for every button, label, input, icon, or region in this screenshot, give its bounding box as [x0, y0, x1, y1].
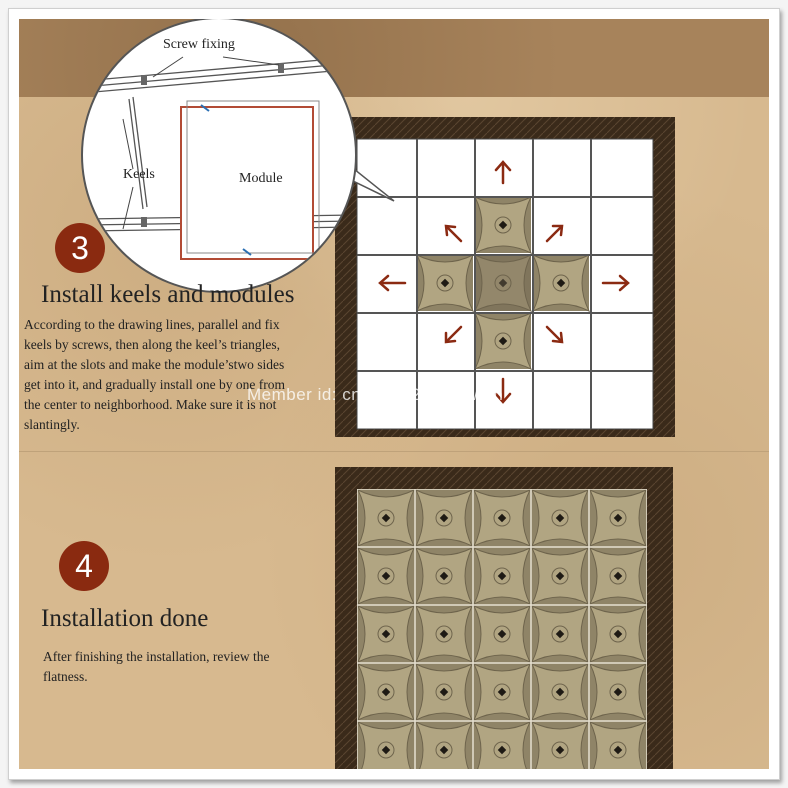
screw-fixing-label: Screw fixing	[163, 37, 235, 52]
completed-installation-diagram	[335, 467, 673, 769]
step-4-title: Installation done	[41, 605, 209, 632]
description-line: get into it, and gradually install one by one from	[24, 377, 285, 392]
installed-tile	[533, 255, 589, 311]
description-line: keels by screws, then along the keel’s triangles,	[24, 337, 281, 352]
description-line: After finishing the installation, review the	[43, 649, 270, 664]
module-label: Module	[239, 171, 283, 186]
description-line: the center to neighborhood. Make sure it is not	[24, 397, 277, 412]
section-divider	[19, 451, 769, 452]
installed-tile	[417, 255, 473, 311]
step-3-title: Install keels and modules	[41, 281, 295, 308]
step-4-description	[43, 647, 333, 687]
step-4-badge: 4	[59, 541, 109, 591]
watermark: Member id: cn1519221419awnn	[247, 385, 504, 404]
detail-magnifier	[81, 19, 357, 293]
description-line: aim at the slots and make the module’stwo sides	[24, 357, 285, 372]
installed-tile	[475, 197, 531, 253]
description-line: slantingly.	[24, 417, 80, 432]
step-3-badge: 3	[55, 223, 105, 273]
installed-tile	[475, 313, 531, 369]
installed-panels	[357, 489, 647, 769]
keels-label: Keels	[123, 167, 155, 182]
instruction-sheet	[19, 19, 769, 769]
step-3-description	[24, 315, 364, 435]
description-line: flatness.	[43, 669, 88, 684]
description-line: According to the drawing lines, parallel and fix	[24, 317, 280, 332]
